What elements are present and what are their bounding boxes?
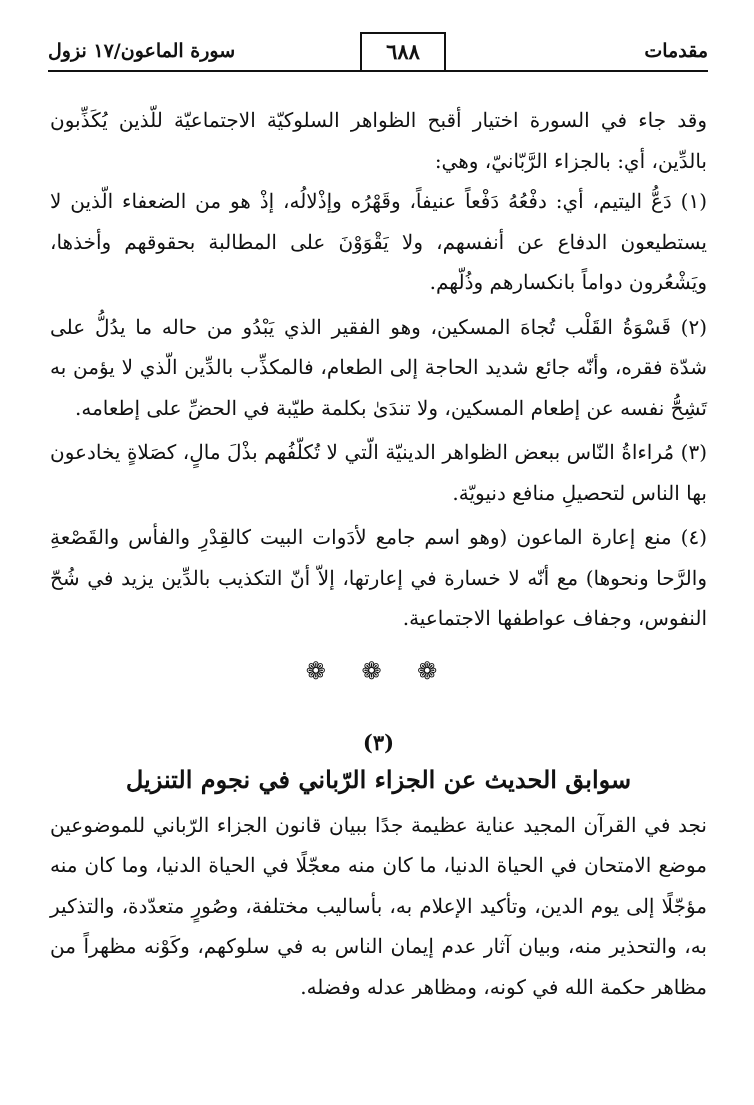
surah-label: سورة الماعون/١٧ نزول — [48, 40, 236, 62]
page-body — [50, 100, 707, 1007]
list-item-2: (٢) قَسْوَةُ القَلْب تُجاهَ المسكين، وهو الفقير الذي يَبْدُو من حاله ما يدُلُّ على شدّة فقره، وأنّه جائع شديد الحاجة إلى الطعام، فالمكذِّب بالدِّين الّذي لا يؤمن به تَشِحُّ نفسه عن إطعام المسكين، ولا تندَىٰ بكلمة طيّبة في الحضِّ على إطعامه. — [50, 314, 707, 420]
intro-paragraph: وقد جاء في السورة اختيار أقبح الظواهر السلوكيّة الاجتماعيّة للّذين يُكَذِّبون بالدِّين، أي: بالجزاء الرَّبّانيّ، وهي: — [50, 108, 707, 173]
list-item-1: (١) دَعُّ اليتيم، أي: دفْعُهُ دَفْعاً عنيفاً، وقَهْرُه وإذْلالُه، إذْ هو من الضعفاء الّذين لا يستطيعون الدفاع عن أنفسهم، ولا يَقْوَوْنَ على المطالبة بحقوقهم وأخذها، ويَشْعُرون دواماً بانكسارهم وذُلّهم. — [50, 189, 707, 294]
page-number: ٦٨٨ — [360, 32, 446, 70]
list-item-4: (٤) منع إعارة الماعون (وهو اسم جامع لأدَوات البيت كالقِدْرِ والفأس والقَصْعةِ والرَّحا ونحوها) مع أنّه لا خسارة في إعارتها، إلاّ أنّ التكذيب بالدِّين يزيد في شُحّ النفوس، وجفاف عواطفها الاجتماعية. — [50, 525, 707, 630]
header-rule — [48, 70, 708, 72]
section-number: (٣) — [362, 729, 395, 755]
ornament-divider: ❁ ❁ ❁ — [305, 656, 452, 685]
running-header — [48, 28, 708, 80]
section-title: سوابق الحديث عن الجزاء الرّباني في نجوم التنزيل — [125, 764, 632, 794]
section-label: مقدمات — [644, 40, 708, 62]
list-item-3: (٣) مُراءاةُ النّاس ببعض الظواهر الدينيّة الّتي لا تُكلّفُهم بذْلَ مالٍ، كصَلاةٍ يخادعون بها الناس لتحصيلِ منافع دنيويّة. — [50, 440, 707, 505]
section-paragraph: نجد في القرآن المجيد عناية عظيمة جدًا ببيان قانون الجزاء الرّباني للموضوعين موضع الامتحان في الحياة الدنيا، ما كان منه معجّلًا في الحياة الدنيا، وما كان منه مؤجّلًا إلى يوم الدين، وتأكيد الإعلام به، بأساليب مختلفة، وصُورٍ متعدّدة، والتذكير به، والتحذير منه، وبيان آثار عدم إيمان الناس به في سلوكهم، وكَوْنه مظهراً من مظاهر حكمة الله في كونه، ومظاهر عدله وفضله. — [50, 812, 707, 999]
